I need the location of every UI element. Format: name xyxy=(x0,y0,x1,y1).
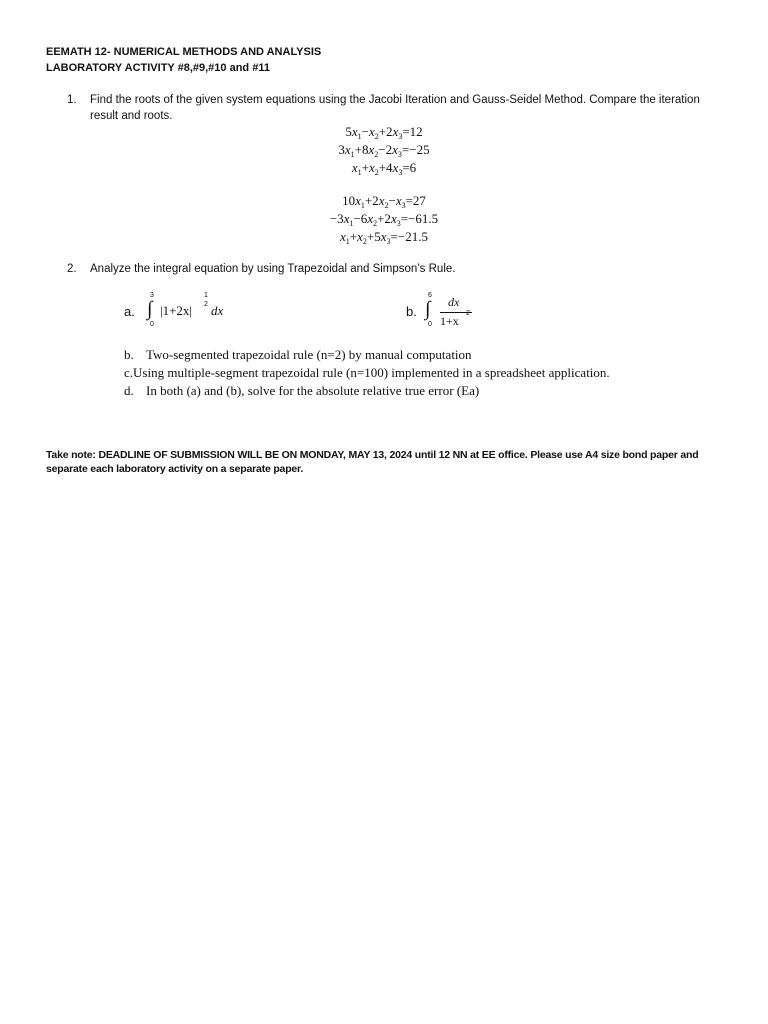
integral-b-upper-limit: 6 xyxy=(428,292,432,299)
course-title: EEMATH 12- NUMERICAL METHODS AND ANALYSIS xyxy=(46,46,322,58)
submission-note: Take note: DEADLINE OF SUBMISSION WILL BE ON MONDAY, MAY 13, 2024 until 12 NN at EE office. Please use A4 size bond paper and separate each laboratory activity on a separate paper. xyxy=(46,449,699,475)
integral-sign-icon: ∫ xyxy=(147,298,153,320)
integral-b-lower-limit: 0 xyxy=(428,321,432,328)
integral-a-power-denominator: 2 xyxy=(204,301,208,308)
activity-title: LABORATORY ACTIVITY #8,#9,#10 and #11 xyxy=(46,62,270,74)
problem-1-number: 1. xyxy=(67,94,77,106)
task-text: In both (a) and (b), solve for the absolute relative true error (Ea) xyxy=(146,383,480,398)
system-2-equation-3: $x_1+x_2+5x_3=-21.5$ xyxy=(340,229,428,246)
task-label: b. xyxy=(124,347,134,362)
integral-a-label: a. xyxy=(124,304,135,319)
integral-b-numerator: dx xyxy=(448,295,460,309)
system-2-equation-2: $-3x_1-6x_2+2x_3=-61.5$ xyxy=(329,211,439,228)
integral-a-differential: dx xyxy=(211,303,224,318)
task-label: c. xyxy=(124,365,134,380)
system-1-equation-3: $x_1+x_2+4x_3=6$ xyxy=(351,160,417,177)
integral-b-denominator-power: 2 xyxy=(466,310,470,317)
task-list xyxy=(124,346,610,400)
integral-b-label: b. xyxy=(406,304,417,319)
task-text: Using multiple-segment trapezoidal rule (n=100) implemented in a spreadsheet application. xyxy=(133,365,610,380)
integral-a-integrand: |1+2x| xyxy=(160,303,193,318)
system-2-equation-1: $10x_1+2x_2-x_3=27$ xyxy=(342,193,426,210)
task-item-b xyxy=(124,346,610,364)
problem-1-text: Find the roots of the given system equations using the Jacobi Iteration and Gauss-Seidel Method. Compare the iteration result and roots. xyxy=(90,94,700,122)
problem-2-number: 2. xyxy=(67,263,77,275)
task-text: Two-segmented trapezoidal rule (n=2) by manual computation xyxy=(146,347,472,362)
task-item-d xyxy=(124,382,610,400)
task-item-c xyxy=(124,364,610,382)
integral-a-power-numerator: 1 xyxy=(204,292,208,299)
system-1-equation-2: $3x_1+8x_2-2x_3=-25$ xyxy=(338,142,430,159)
problem-2-text: Analyze the integral equation by using Trapezoidal and Simpson’s Rule. xyxy=(90,263,456,275)
document-header xyxy=(46,44,321,76)
task-label: d. xyxy=(124,383,134,398)
system-1-equation-1: $5x_1-x_2+2x_3=12$ xyxy=(345,124,423,141)
integral-a-lower-limit: 0 xyxy=(150,321,154,328)
integral-a-upper-limit: 3 xyxy=(150,292,154,299)
integral-sign-icon: ∫ xyxy=(425,298,431,320)
integral-b-denominator: 1+x xyxy=(440,314,459,328)
